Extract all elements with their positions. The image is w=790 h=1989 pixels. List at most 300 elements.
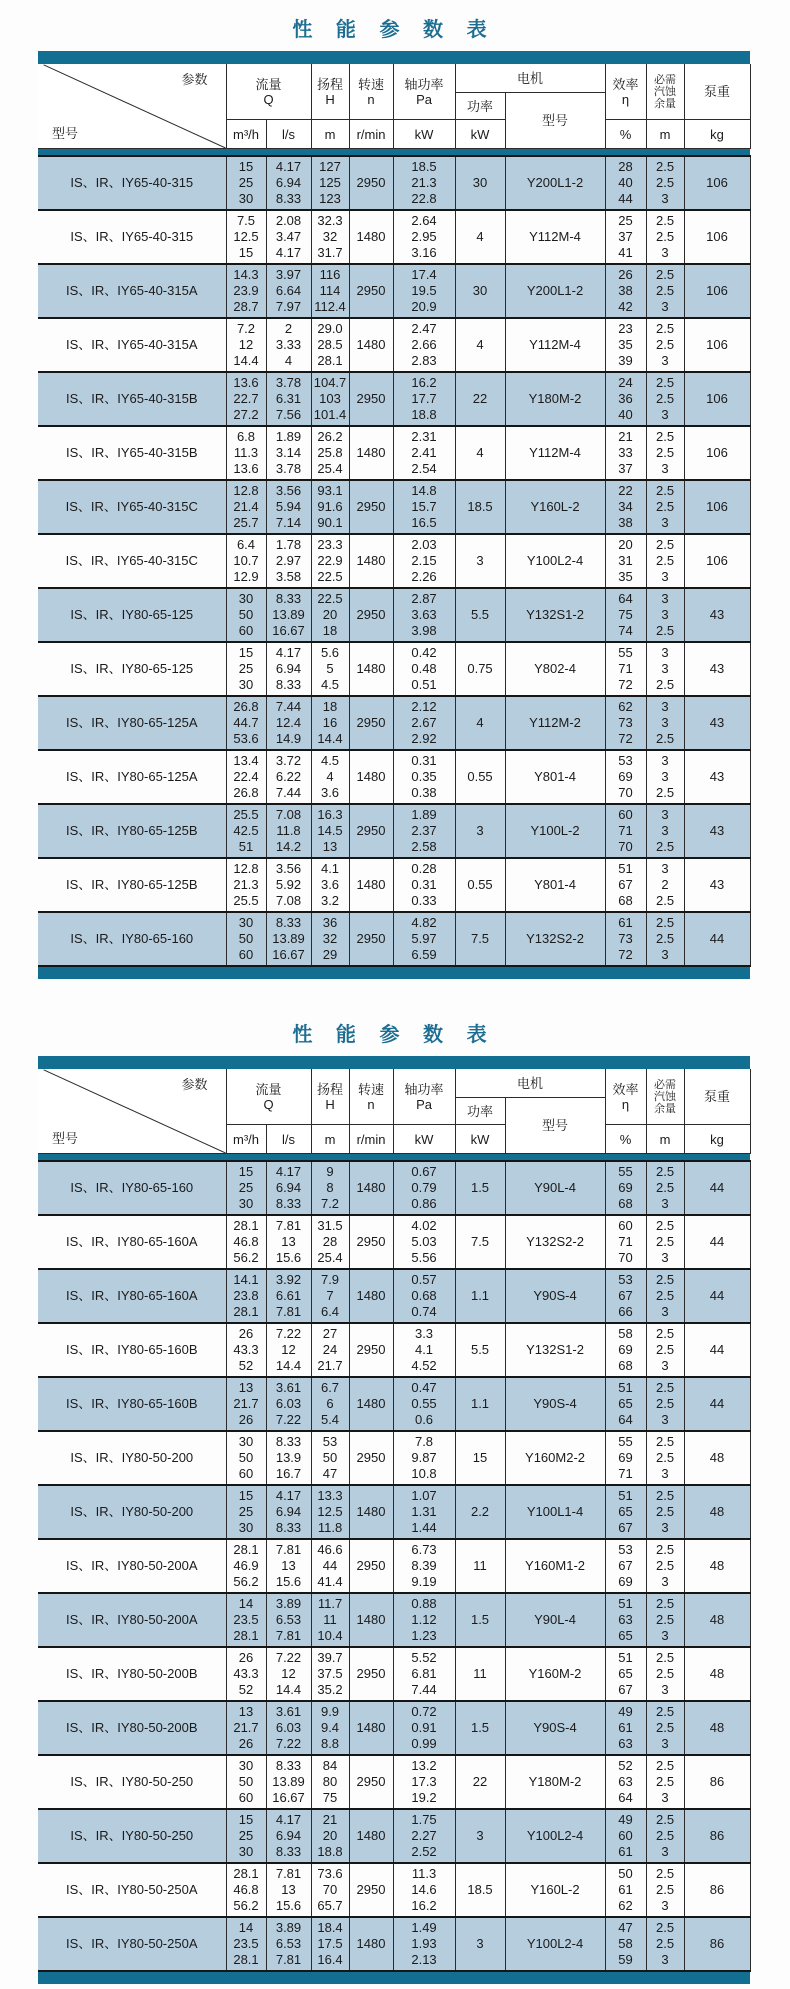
unit-weight: kg [684,1125,750,1154]
motor-model-cell: Y132S1-2 [505,1323,605,1377]
speed-cell: 1480 [349,1809,393,1863]
flow-m3h-cell: 14 23.5 28.1 [226,1593,266,1647]
motor-power-cell: 11 [455,1647,505,1701]
unit-efficiency: % [605,1125,646,1154]
speed-cell: 2950 [349,1323,393,1377]
pump-row [38,426,750,480]
motor-model-cell: Y160M2-2 [505,1431,605,1485]
efficiency-cell: 60 71 70 [605,1215,646,1269]
npsh-cell: 2.5 2.5 3 [646,1917,684,1971]
motor-power-cell: 2.2 [455,1485,505,1539]
motor-power-cell: 0.75 [455,642,505,696]
pump-weight-cell: 43 [684,750,750,804]
pump-model-cell: IS、IR、IY80-65-125A [38,750,226,804]
pump-row [38,1161,750,1215]
shaft-power-cell: 1.49 1.93 2.13 [393,1917,455,1971]
flow-ls-cell: 1.89 3.14 3.78 [266,426,311,480]
table-bottom-bar [38,1972,750,1984]
npsh-cell: 3 3 2.5 [646,804,684,858]
motor-model-cell: Y90S-4 [505,1269,605,1323]
flow-m3h-cell: 30 50 60 [226,912,266,966]
unit-shaft-power: kW [393,1125,455,1154]
head-cell: 11.7 11 10.4 [311,1593,349,1647]
table-body-2 [38,1161,750,1971]
flow-m3h-cell: 15 25 30 [226,1161,266,1215]
motor-model-cell: Y100L2-4 [505,1809,605,1863]
motor-power-cell: 30 [455,264,505,318]
head-cell: 104.7 103 101.4 [311,372,349,426]
head-cell: 26.2 25.8 25.4 [311,426,349,480]
flow-m3h-cell: 6.4 10.7 12.9 [226,534,266,588]
pump-model-cell: IS、IR、IY80-65-125A [38,696,226,750]
pump-model-cell: IS、IR、IY80-65-160 [38,912,226,966]
unit-head: m [311,1125,349,1154]
pump-row [38,1215,750,1269]
npsh-cell: 2.5 2.5 3 [646,156,684,210]
pump-weight-cell: 106 [684,156,750,210]
flow-ls-cell: 4.17 6.94 8.33 [266,642,311,696]
pump-model-cell: IS、IR、IY80-65-160B [38,1377,226,1431]
efficiency-cell: 64 75 74 [605,588,646,642]
speed-cell: 1480 [349,1269,393,1323]
speed-cell: 2950 [349,1863,393,1917]
pump-row [38,264,750,318]
head-cell: 31.5 28 25.4 [311,1215,349,1269]
head-cell: 73.6 70 65.7 [311,1863,349,1917]
pump-model-cell: IS、IR、IY80-50-200 [38,1485,226,1539]
pump-row [38,1269,750,1323]
motor-power-cell: 3 [455,804,505,858]
flow-m3h-cell: 26 43.3 52 [226,1647,266,1701]
motor-model-cell: Y132S2-2 [505,912,605,966]
npsh-cell: 2.5 2.5 3 [646,1269,684,1323]
head-cell: 29.0 28.5 28.1 [311,318,349,372]
speed-cell: 1480 [349,1485,393,1539]
pump-weight-cell: 44 [684,1269,750,1323]
pump-weight-cell: 43 [684,588,750,642]
motor-power-cell: 4 [455,696,505,750]
flow-ls-cell: 3.78 6.31 7.56 [266,372,311,426]
col-header-pump-weight: 泵重 [684,1069,750,1125]
flow-ls-cell: 3.92 6.61 7.81 [266,1269,311,1323]
col-header-motor: 电机 [455,1069,605,1098]
speed-cell: 1480 [349,1917,393,1971]
motor-model-cell: Y112M-4 [505,318,605,372]
pump-model-cell: IS、IR、IY80-50-200A [38,1539,226,1593]
flow-ls-cell: 3.56 5.92 7.08 [266,858,311,912]
head-cell: 27 24 21.7 [311,1323,349,1377]
col-header-flow: 流量 Q [226,64,311,120]
shaft-power-cell: 14.8 15.7 16.5 [393,480,455,534]
flow-m3h-cell: 14.3 23.9 28.7 [226,264,266,318]
npsh-cell: 2.5 2.5 3 [646,1863,684,1917]
pump-weight-cell: 106 [684,264,750,318]
npsh-cell: 3 3 2.5 [646,642,684,696]
pump-row [38,912,750,966]
speed-cell: 2950 [349,156,393,210]
npsh-cell: 2.5 2.5 3 [646,426,684,480]
flow-m3h-cell: 7.5 12.5 15 [226,210,266,264]
flow-ls-cell: 7.81 13 15.6 [266,1539,311,1593]
flow-ls-cell: 3.89 6.53 7.81 [266,1593,311,1647]
motor-power-cell: 22 [455,372,505,426]
pump-model-cell: IS、IR、IY80-65-125B [38,858,226,912]
unit-flow-m3h: m³/h [226,120,266,149]
motor-power-cell: 4 [455,318,505,372]
pump-model-cell: IS、IR、IY80-50-200 [38,1431,226,1485]
shaft-power-cell: 6.73 8.39 9.19 [393,1539,455,1593]
col-header-pump-weight: 泵重 [684,64,750,120]
col-header-motor: 电机 [455,64,605,93]
shaft-power-cell: 17.4 19.5 20.9 [393,264,455,318]
npsh-cell: 2.5 2.5 3 [646,1161,684,1215]
unit-flow-m3h: m³/h [226,1125,266,1154]
flow-m3h-cell: 15 25 30 [226,1809,266,1863]
npsh-cell: 2.5 2.5 3 [646,1485,684,1539]
head-cell: 116 114 112.4 [311,264,349,318]
table-body-1 [38,156,750,966]
speed-cell: 2950 [349,912,393,966]
pump-weight-cell: 48 [684,1647,750,1701]
pump-model-cell: IS、IR、IY80-65-160A [38,1215,226,1269]
unit-head: m [311,120,349,149]
efficiency-cell: 50 61 62 [605,1863,646,1917]
speed-cell: 2950 [349,264,393,318]
flow-ls-cell: 3.89 6.53 7.81 [266,1917,311,1971]
motor-model-cell: Y132S1-2 [505,588,605,642]
pump-row [38,534,750,588]
motor-power-cell: 18.5 [455,1863,505,1917]
pump-model-cell: IS、IR、IY80-65-160 [38,1161,226,1215]
pump-weight-cell: 106 [684,480,750,534]
npsh-cell: 2.5 2.5 3 [646,912,684,966]
efficiency-cell: 51 65 67 [605,1647,646,1701]
motor-power-cell: 15 [455,1431,505,1485]
efficiency-cell: 51 63 65 [605,1593,646,1647]
flow-m3h-cell: 28.1 46.9 56.2 [226,1539,266,1593]
npsh-cell: 2.5 2.5 3 [646,372,684,426]
efficiency-cell: 53 67 69 [605,1539,646,1593]
pump-model-cell: IS、IR、IY80-50-200B [38,1701,226,1755]
unit-efficiency: % [605,120,646,149]
efficiency-cell: 55 71 72 [605,642,646,696]
flow-ls-cell: 7.22 12 14.4 [266,1647,311,1701]
pump-weight-cell: 48 [684,1593,750,1647]
head-cell: 9 8 7.2 [311,1161,349,1215]
motor-model-cell: Y112M-2 [505,696,605,750]
motor-model-cell: Y160L-2 [505,480,605,534]
performance-table-section-1 [38,13,750,979]
pump-model-cell: IS、IR、IY80-50-250A [38,1917,226,1971]
col-header-motor-model: 型号 [505,1098,605,1154]
flow-ls-cell: 8.33 13.89 16.67 [266,1755,311,1809]
shaft-power-cell: 2.64 2.95 3.16 [393,210,455,264]
motor-power-cell: 1.1 [455,1269,505,1323]
motor-model-cell: Y160M1-2 [505,1539,605,1593]
motor-power-cell: 18.5 [455,480,505,534]
efficiency-cell: 24 36 40 [605,372,646,426]
npsh-cell: 2.5 2.5 3 [646,1755,684,1809]
page-title-2: 性 能 参 数 表 [292,1024,496,1046]
npsh-cell: 2.5 2.5 3 [646,1647,684,1701]
shaft-power-cell: 7.8 9.87 10.8 [393,1431,455,1485]
head-cell: 39.7 37.5 35.2 [311,1647,349,1701]
flow-ls-cell: 3.61 6.03 7.22 [266,1701,311,1755]
header-top-bar [38,51,750,64]
speed-cell: 1480 [349,642,393,696]
pump-weight-cell: 44 [684,1161,750,1215]
flow-ls-cell: 4.17 6.94 8.33 [266,156,311,210]
flow-ls-cell: 7.22 12 14.4 [266,1323,311,1377]
pump-model-cell: IS、IR、IY80-50-250 [38,1809,226,1863]
speed-cell: 2950 [349,588,393,642]
npsh-cell: 3 3 2.5 [646,696,684,750]
pump-model-cell: IS、IR、IY80-65-160B [38,1323,226,1377]
pump-row [38,642,750,696]
motor-model-cell: Y180M-2 [505,1755,605,1809]
motor-power-cell: 3 [455,1809,505,1863]
flow-m3h-cell: 12.8 21.4 25.7 [226,480,266,534]
flow-ls-cell: 3.56 5.94 7.14 [266,480,311,534]
col-header-head: 扬程 H [311,1069,349,1125]
speed-cell: 2950 [349,1647,393,1701]
efficiency-cell: 51 65 67 [605,1485,646,1539]
pump-model-cell: IS、IR、IY65-40-315C [38,534,226,588]
shaft-power-cell: 2.12 2.67 2.92 [393,696,455,750]
head-cell: 7.9 7 6.4 [311,1269,349,1323]
head-cell: 84 80 75 [311,1755,349,1809]
shaft-power-cell: 4.82 5.97 6.59 [393,912,455,966]
shaft-power-cell: 16.2 17.7 18.8 [393,372,455,426]
efficiency-cell: 51 65 64 [605,1377,646,1431]
efficiency-cell: 22 34 38 [605,480,646,534]
pump-model-cell: IS、IR、IY80-65-125 [38,642,226,696]
pump-model-cell: IS、IR、IY65-40-315A [38,318,226,372]
head-cell: 16.3 14.5 13 [311,804,349,858]
head-cell: 53 50 47 [311,1431,349,1485]
motor-power-cell: 0.55 [455,750,505,804]
pump-row [38,804,750,858]
unit-npsh: m [646,1125,684,1154]
pump-model-cell: IS、IR、IY65-40-315 [38,156,226,210]
head-cell: 5.6 5 4.5 [311,642,349,696]
pump-row [38,1917,750,1971]
col-header-motor-model: 型号 [505,93,605,149]
speed-cell: 1480 [349,318,393,372]
pump-model-cell: IS、IR、IY80-50-250 [38,1755,226,1809]
motor-model-cell: Y100L2-4 [505,534,605,588]
head-cell: 93.1 91.6 90.1 [311,480,349,534]
motor-power-cell: 1.5 [455,1161,505,1215]
unit-weight: kg [684,120,750,149]
pump-weight-cell: 106 [684,534,750,588]
speed-cell: 1480 [349,858,393,912]
col-header-head: 扬程 H [311,64,349,120]
speed-cell: 1480 [349,1377,393,1431]
header-top-bar-2 [38,1056,750,1069]
flow-m3h-cell: 30 50 60 [226,588,266,642]
diagonal-header-cell-2 [38,1069,226,1154]
pump-row [38,480,750,534]
shaft-power-cell: 2.31 2.41 2.54 [393,426,455,480]
shaft-power-cell: 0.31 0.35 0.38 [393,750,455,804]
speed-cell: 2950 [349,696,393,750]
shaft-power-cell: 0.72 0.91 0.99 [393,1701,455,1755]
motor-power-cell: 4 [455,426,505,480]
pump-row [38,1647,750,1701]
efficiency-cell: 60 71 70 [605,804,646,858]
pump-row [38,1701,750,1755]
pump-weight-cell: 106 [684,318,750,372]
diagonal-header-cell [38,64,226,149]
npsh-cell: 3 2 2.5 [646,858,684,912]
efficiency-cell: 51 67 68 [605,858,646,912]
speed-cell: 2950 [349,480,393,534]
efficiency-cell: 55 69 68 [605,1161,646,1215]
pump-row [38,318,750,372]
col-header-efficiency: 效率 η [605,1069,646,1125]
flow-m3h-cell: 15 25 30 [226,1485,266,1539]
motor-power-cell: 1.5 [455,1593,505,1647]
table-bottom-bar [38,967,750,979]
flow-m3h-cell: 13 21.7 26 [226,1701,266,1755]
performance-table-1 [38,64,751,967]
col-header-npsh: 必需 汽蚀 余量 [646,64,684,120]
npsh-cell: 2.5 2.5 3 [646,1431,684,1485]
shaft-power-cell: 2.03 2.15 2.26 [393,534,455,588]
motor-power-cell: 5.5 [455,1323,505,1377]
speed-cell: 2950 [349,1539,393,1593]
pump-row [38,156,750,210]
head-cell: 13.3 12.5 11.8 [311,1485,349,1539]
flow-ls-cell: 3.61 6.03 7.22 [266,1377,311,1431]
pump-weight-cell: 43 [684,642,750,696]
pump-model-cell: IS、IR、IY80-65-125B [38,804,226,858]
flow-m3h-cell: 14 23.5 28.1 [226,1917,266,1971]
shaft-power-cell: 1.07 1.31 1.44 [393,1485,455,1539]
header-separator-bar [38,1154,750,1162]
col-header-motor-power: 功率 [455,93,505,120]
efficiency-cell: 53 67 66 [605,1269,646,1323]
shaft-power-cell: 4.02 5.03 5.56 [393,1215,455,1269]
pump-model-cell: IS、IR、IY65-40-315C [38,480,226,534]
npsh-cell: 3 3 2.5 [646,588,684,642]
efficiency-cell: 25 37 41 [605,210,646,264]
motor-power-cell: 3 [455,534,505,588]
pump-weight-cell: 44 [684,912,750,966]
flow-m3h-cell: 12.8 21.3 25.5 [226,858,266,912]
motor-power-cell: 1.1 [455,1377,505,1431]
motor-model-cell: Y200L1-2 [505,156,605,210]
efficiency-cell: 49 60 61 [605,1809,646,1863]
npsh-cell: 2.5 2.5 3 [646,534,684,588]
flow-ls-cell: 8.33 13.89 16.67 [266,588,311,642]
param-label: 参数 [181,1077,208,1092]
pump-model-cell: IS、IR、IY65-40-315A [38,264,226,318]
head-cell: 21 20 18.8 [311,1809,349,1863]
flow-ls-cell: 1.78 2.97 3.58 [266,534,311,588]
head-cell: 36 32 29 [311,912,349,966]
head-cell: 23.3 22.9 22.5 [311,534,349,588]
motor-model-cell: Y801-4 [505,858,605,912]
pump-weight-cell: 44 [684,1323,750,1377]
flow-m3h-cell: 26.8 44.7 53.6 [226,696,266,750]
unit-flow-ls: l/s [266,120,311,149]
motor-model-cell: Y160L-2 [505,1863,605,1917]
col-header-flow: 流量 Q [226,1069,311,1125]
npsh-cell: 2.5 2.5 3 [646,264,684,318]
pump-model-cell: IS、IR、IY80-50-250A [38,1863,226,1917]
unit-shaft-power: kW [393,120,455,149]
shaft-power-cell: 0.28 0.31 0.33 [393,858,455,912]
efficiency-cell: 53 69 70 [605,750,646,804]
pump-weight-cell: 106 [684,210,750,264]
motor-model-cell: Y100L1-4 [505,1485,605,1539]
unit-speed: r/min [349,1125,393,1154]
pump-row [38,210,750,264]
flow-m3h-cell: 15 25 30 [226,642,266,696]
flow-m3h-cell: 28.1 46.8 56.2 [226,1215,266,1269]
pump-row [38,1539,750,1593]
speed-cell: 1480 [349,534,393,588]
head-cell: 4.5 4 3.6 [311,750,349,804]
motor-model-cell: Y160M-2 [505,1647,605,1701]
motor-power-cell: 22 [455,1755,505,1809]
motor-model-cell: Y112M-4 [505,426,605,480]
header-separator-bar [38,149,750,157]
flow-m3h-cell: 13.6 22.7 27.2 [226,372,266,426]
head-cell: 9.9 9.4 8.8 [311,1701,349,1755]
flow-m3h-cell: 13.4 22.4 26.8 [226,750,266,804]
flow-ls-cell: 2 3.33 4 [266,318,311,372]
pump-row [38,858,750,912]
shaft-power-cell: 5.52 6.81 7.44 [393,1647,455,1701]
speed-cell: 2950 [349,1215,393,1269]
motor-model-cell: Y802-4 [505,642,605,696]
param-label: 参数 [181,72,208,87]
pump-weight-cell: 86 [684,1755,750,1809]
motor-model-cell: Y801-4 [505,750,605,804]
performance-table-2 [38,1069,751,1972]
speed-cell: 2950 [349,1431,393,1485]
motor-power-cell: 1.5 [455,1701,505,1755]
shaft-power-cell: 13.2 17.3 19.2 [393,1755,455,1809]
flow-m3h-cell: 14.1 23.8 28.1 [226,1269,266,1323]
unit-motor-power: kW [455,120,505,149]
motor-power-cell: 3 [455,1917,505,1971]
motor-model-cell: Y100L-2 [505,804,605,858]
pump-model-cell: IS、IR、IY80-50-200A [38,1593,226,1647]
model-label: 型号 [52,126,79,141]
motor-power-cell: 7.5 [455,912,505,966]
pump-row [38,750,750,804]
shaft-power-cell: 1.89 2.37 2.58 [393,804,455,858]
motor-power-cell: 4 [455,210,505,264]
unit-speed: r/min [349,120,393,149]
npsh-cell: 2.5 2.5 3 [646,1323,684,1377]
efficiency-cell: 23 35 39 [605,318,646,372]
motor-model-cell: Y200L1-2 [505,264,605,318]
pump-weight-cell: 44 [684,1377,750,1431]
pump-model-cell: IS、IR、IY80-65-125 [38,588,226,642]
efficiency-cell: 47 58 59 [605,1917,646,1971]
pump-weight-cell: 43 [684,696,750,750]
shaft-power-cell: 0.42 0.48 0.51 [393,642,455,696]
motor-model-cell: Y132S2-2 [505,1215,605,1269]
efficiency-cell: 20 31 35 [605,534,646,588]
motor-model-cell: Y100L2-4 [505,1917,605,1971]
flow-ls-cell: 2.08 3.47 4.17 [266,210,311,264]
